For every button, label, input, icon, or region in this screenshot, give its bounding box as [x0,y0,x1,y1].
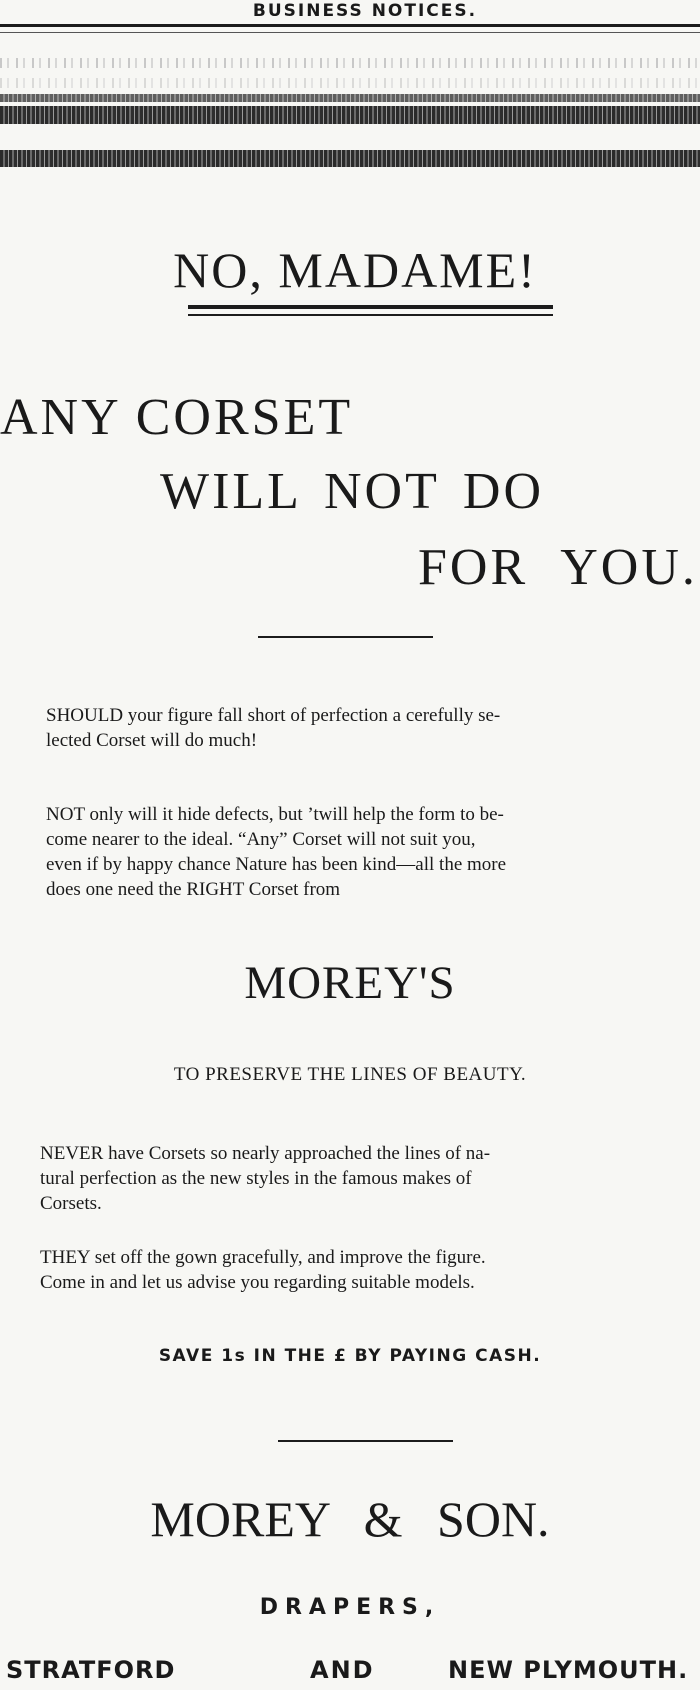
location-and: AND [310,1656,375,1684]
p2-line4: does one need the RIGHT Corset from [46,879,341,900]
headline-underline-2 [188,314,553,316]
store-name: MOREY'S [244,957,456,1009]
faded-strip [0,58,700,68]
p4-line2: Come in and let us advise you regarding suitable models. [40,1272,475,1293]
paragraph-never [40,1141,662,1216]
faded-strip-2 [0,78,700,88]
section-header: BUSINESS NOTICES. [252,1,478,21]
location-new-plymouth: NEW PLYMOUTH. [448,1656,689,1684]
p3-line3: Corsets. [40,1193,102,1214]
line-any-corset: ANY CORSET [0,389,354,446]
p1-line2: lected Corset will do much! [46,730,258,751]
cash-offer: SAVE 1s IN THE £ BY PAYING CASH. [158,1346,542,1366]
headline: NO, MADAME! [173,242,537,298]
dark-band-3 [0,150,700,167]
p2-line1: NOT only will it hide defects, but ’twill help the form to be- [46,804,504,825]
firm-name: MOREY & SON. [150,1491,550,1547]
p2-line2: come nearer to the ideal. “Any” Corset will not suit you, [46,829,476,850]
location-stratford: STRATFORD [6,1656,176,1684]
p3-line1: NEVER have Corsets so nearly approached the lines of na- [40,1143,491,1164]
trade: DRAPERS, [259,1595,441,1620]
p4-line1: THEY set off the gown gracefully, and improve the figure. [40,1247,486,1268]
p3-line2: tural perfection as the new styles in the famous makes of [40,1168,472,1189]
divider-1 [258,636,433,638]
divider-2 [278,1440,453,1442]
line-for-you: FOR YOU. [418,539,698,596]
header-thin-rule [0,32,700,33]
paragraph-not [46,802,662,902]
line-will-not-do: WILL NOT DO [160,463,545,520]
paragraph-they [40,1245,662,1295]
p2-line3: even if by happy chance Nature has been kind—all the more [46,854,507,875]
dark-band-2 [0,106,700,124]
headline-underline [188,305,553,309]
tagline: TO PRESERVE THE LINES OF BEAUTY. [173,1064,527,1085]
paragraph-should [46,703,662,753]
dark-band-1 [0,94,700,102]
header-rule [0,24,700,27]
p1-line1: SHOULD your figure fall short of perfection a cerefully se- [46,705,501,726]
